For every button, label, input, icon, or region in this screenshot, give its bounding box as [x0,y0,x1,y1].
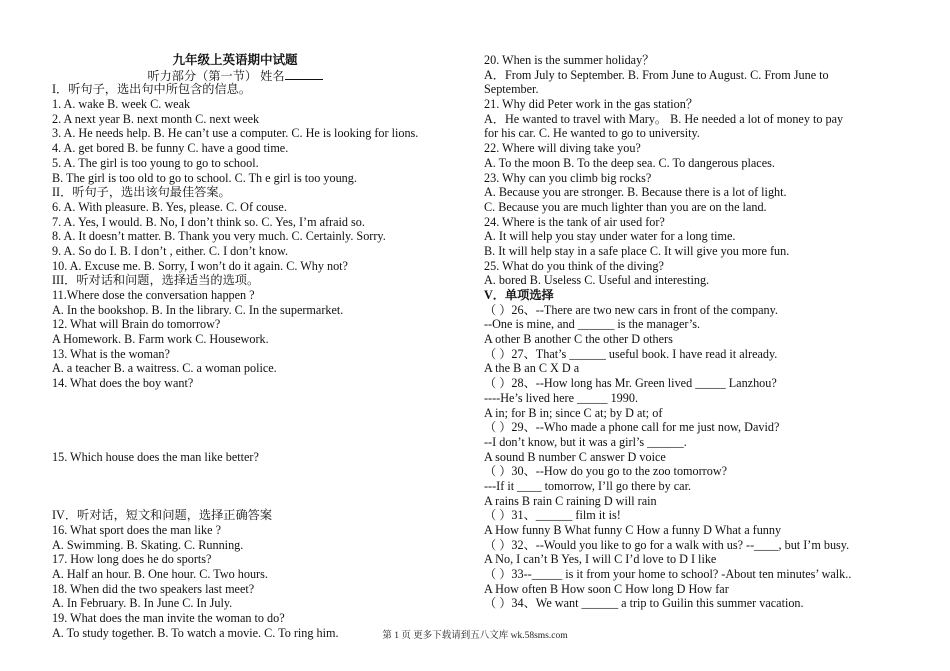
left-text-line: 2. A next year B. next month C. next week [52,111,260,126]
right-text-line: for his car. C. He wanted to go to university. [484,126,700,141]
right-text-line: A the B an C X D a [484,361,580,376]
left-text-line [52,391,470,406]
page-footer: 第 1 页 更多下载请到五八文库 wk.58sms.com [382,631,568,641]
right-text-line: A. Because you are stronger. B. Because there is a lot of light. [484,185,787,200]
right-text-line: 21. Why did Peter work in the gas station？ [484,97,699,112]
left-text-line: 4. A. get bored B. be funny C. have a good time. [52,141,289,156]
right-text-line: （ ）28、--How long has Mr. Green lived _____ Lanzhou? [484,376,777,391]
left-text-line: B. The girl is too old to go to school. C. Th e girl is too young. [52,170,357,185]
right-text-line: A other B another C the other D others [484,332,673,347]
left-text-line [52,464,470,479]
right-text-line: A How funny B What funny C How a funny D What a funny [484,523,782,537]
page-title: 九年级上英语期中试题 [172,53,298,67]
left-text-line: A. In February. B. In June C. In July. [52,596,233,611]
right-text-line: （ ）27、That’s ______ useful book. I have read it already. [484,346,778,361]
right-text-line: A．From July to September. B. From June to August. C. From June to [484,67,829,82]
right-text-line: A．He wanted to travel with Mary。 B. He needed a lot of money to pay [484,111,844,126]
right-text-line: A. To the moon B. To the deep sea. C. To dangerous places. [484,155,775,170]
left-text-line: 17. How long does he do sports? [52,552,212,567]
right-text-line: A rains B rain C raining D will rain [484,493,657,508]
right-text-line: （ ）33--_____ is it from your home to school? -About ten minutes’ walk.. [484,567,852,582]
right-text-line: ---If it ____ tomorrow, I’ll go there by car. [484,478,692,493]
left-text-line: IV．听对话，短文和问题，选择正确答案 [52,508,273,523]
left-text-line: I．听句子，选出句中所包含的信息。 [52,82,252,97]
left-text-line [52,479,470,494]
left-text-line: 12. What will Brain do tomorrow? [52,317,221,332]
subtitle-text: 听力部分（第一节） 姓名 [147,69,285,83]
left-text-line: A. a teacher B. a waitress. C. a woman police. [52,361,277,376]
left-column [52,53,470,641]
left-text-line: A. Swimming. B. Skating. C. Running. [52,537,244,552]
left-text-line [52,406,470,421]
right-text-line: ----He’s lived here _____ 1990. [484,390,638,405]
right-text-line: B. It will help stay in a safe place C. It will give you more fun. [484,243,790,258]
right-text-line: （ ）31、______ film it is! [484,508,621,523]
right-text-line: A sound B number C answer D voice [484,449,666,464]
right-text-line: V．单项选择 [484,288,554,302]
right-text-line: --One is mine, and ______ is the manager’s. [484,317,701,332]
right-text-line: A. bored B. Useless C. Useful and interesting. [484,273,710,288]
left-text-line: 14. What does the boy want? [52,376,194,391]
left-text-line: 9. A. So do I. B. I don’t , either. C. I don’t know. [52,243,289,258]
left-text-line: 1. A. wake B. week C. weak [52,97,191,112]
right-text-line: （ ）34、We want ______ a trip to Guilin this summer vacation. [484,596,804,611]
right-text-line: （ ）30、--How do you go to the zoo tomorrow? [484,464,728,479]
right-text-line: 25. What do you think of the diving? [484,258,664,273]
right-text-line: 20. When is the summer holiday？ [484,53,655,67]
right-column [484,53,914,611]
left-text-line: 3. A. He needs help. B. He can’t use a computer. C. He is looking for lions. [52,126,419,141]
right-text-line: 22. Where will diving take you? [484,141,641,156]
right-text-line: A in; for B in; since C at; by D at; of [484,405,663,420]
spacer-line [52,53,470,68]
left-text-line: 5. A. The girl is too young to go to school. [52,155,259,170]
right-text-line: C. Because you are much lighter than you are on the land. [484,199,767,214]
left-text-line [52,494,470,509]
right-text-line: 23. Why can you climb big rocks? [484,170,652,185]
left-text-line: 18. When did the two speakers last meet? [52,581,255,596]
left-text-line [52,435,470,450]
left-text-line: A. To study together. B. To watch a movie. C. To ring him. [52,625,339,640]
right-text-line: A No, I can’t B Yes, I will C I’d love to D I like [484,552,717,567]
right-text-line: （ ）26、--There are two new cars in front of the company. [484,302,778,317]
left-text-line: 7. A. Yes, I would. B. No, I don’t think so. C. Yes, I’m afraid so. [52,214,365,229]
right-text-line: A How often B How soon C How long D How far [484,581,729,596]
left-text-line: 6. A. With pleasure. B. Yes, please. C. Of couse. [52,199,287,214]
left-text-line: III．听对话和问题，选择适当的选项。 [52,273,260,288]
left-text-line: II．听句子，选出该句最佳答案。 [52,185,231,200]
left-text-line: 10. A. Excuse me. B. Sorry, I won’t do it again. C. Why not? [52,258,348,273]
right-text-line: A. It will help you stay under water for a long time. [484,229,736,244]
left-text-line: A. In the bookshop. B. In the library. C. In the supermarket. [52,302,344,317]
right-text-line: --I don’t know, but it was a girl’s ______. [484,434,687,449]
right-text-line: （ ）32、--Would you like to go for a walk with us? --____, but I’m busy. [484,537,850,552]
left-text-line: 13. What is the woman? [52,346,170,361]
right-text-line: 24. Where is the tank of air used for? [484,214,665,229]
left-text-line: 16. What sport does the man like ? [52,523,222,537]
left-text-line: 15. Which house does the man like better? [52,449,259,464]
left-text-line: A. Half an hour. B. One hour. C. Two hours. [52,567,268,582]
spacer-line [52,68,470,83]
left-text-line: 8. A. It doesn’t matter. B. Thank you very much. C. Certainly. Sorry. [52,229,386,244]
left-text-line: 11.Where dose the conversation happen ? [52,288,255,302]
left-text-line [52,420,470,435]
left-text-line: 19. What does the man invite the woman to do? [52,611,285,626]
right-text-line: （ ）29、--Who made a phone call for me just now, David? [484,420,780,435]
left-text-line: A Homework. B. Farm work C. Housework. [52,332,269,347]
right-text-line: September. [484,82,539,97]
